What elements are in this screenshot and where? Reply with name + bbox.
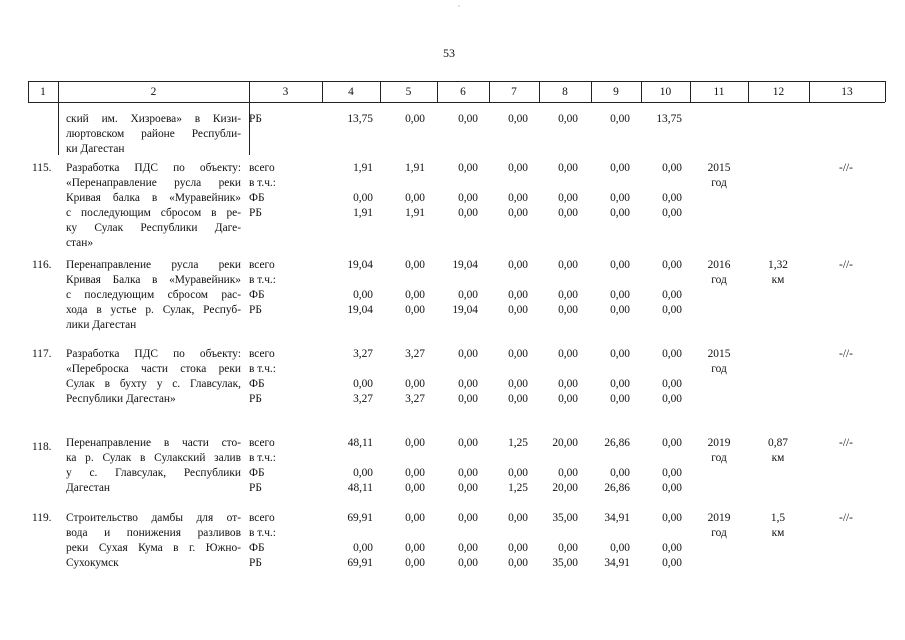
length-line: 1,5	[770, 512, 786, 524]
header-cell-5: 5	[405, 86, 412, 98]
header-cell-10: 10	[659, 86, 672, 98]
funding-source-line: РБ	[249, 482, 262, 494]
completion-year	[697, 258, 741, 288]
amount-cell: 0,00	[508, 557, 528, 569]
amount-cell: 0,00	[610, 259, 630, 271]
length-value	[752, 161, 804, 191]
amount-cell: 0,00	[558, 207, 578, 219]
funding-source-line: РБ	[249, 393, 262, 405]
funding-source	[249, 112, 309, 127]
amount-cell: 0,00	[508, 259, 528, 271]
completion-year-line: год	[711, 363, 727, 375]
header-cell-13: 13	[841, 86, 853, 98]
completion-year-line	[697, 112, 741, 127]
description-line: Дагестан	[66, 482, 111, 494]
length-line	[752, 176, 804, 191]
description-line: Разработка ПДС по объекту:	[66, 348, 241, 360]
amount-cell: 0,00	[558, 467, 578, 479]
completion-year-line: 2015	[707, 162, 731, 174]
funding-source-line: ФБ	[249, 289, 265, 301]
completion-year-line: год	[711, 274, 727, 286]
amount-cell: 0,00	[610, 304, 630, 316]
amount-cell: 0,00	[662, 542, 682, 554]
funding-source-line: ФБ	[249, 542, 265, 554]
description-line: с последующим сбросом в ре-	[66, 207, 241, 219]
amount-cell: 0,00	[353, 192, 373, 204]
column-divider	[58, 81, 59, 155]
row-number: 118.	[32, 441, 52, 453]
amount-cell: 0,00	[458, 467, 478, 479]
amount-cell: 0,00	[458, 207, 478, 219]
funding-source-line: РБ	[249, 113, 262, 125]
completion-year	[697, 161, 741, 191]
amount-cell: 0,00	[353, 378, 373, 390]
description-line: люртовском районе Республи-	[66, 128, 241, 140]
funding-source-line: в т.ч.:	[249, 177, 276, 189]
row-number: 119.	[32, 512, 52, 524]
description-line: хода в устье р. Сулак, Респуб-	[66, 304, 241, 316]
executor-ditto-mark: -//-	[839, 162, 853, 174]
amount-cell: 0,00	[508, 113, 528, 125]
funding-source-line: в т.ч.:	[249, 452, 276, 464]
amount-cell: 48,11	[347, 482, 373, 494]
header-cell-6: 6	[460, 86, 466, 98]
description-line: Республики Дагестан»	[66, 393, 176, 405]
row-description	[66, 511, 241, 571]
description-line: Перенаправление русла реки	[66, 259, 241, 271]
funding-source-line: РБ	[249, 207, 262, 219]
amount-cell: 1,91	[353, 162, 373, 174]
amount-cell: 0,00	[558, 192, 578, 204]
row-number: 115.	[32, 162, 52, 174]
executor-ditto-mark: -//-	[839, 259, 853, 271]
header-cell-12: 12	[772, 86, 785, 98]
amount-cell: 0,00	[405, 192, 425, 204]
funding-source	[249, 258, 309, 318]
amount-cell: 0,00	[610, 289, 630, 301]
amount-cell: 0,00	[662, 437, 682, 449]
amount-cell: 26,86	[604, 437, 630, 449]
amount-cell: 0,00	[662, 259, 682, 271]
column-divider	[322, 81, 323, 102]
row-description	[66, 258, 241, 333]
header-cell-3: 3	[282, 86, 289, 98]
amount-cell: 0,00	[662, 557, 682, 569]
executor-ditto-mark: -//-	[839, 512, 853, 524]
description-line: лики Дагестан	[66, 319, 137, 331]
column-divider	[809, 81, 810, 102]
amount-cell: 0,00	[458, 437, 478, 449]
amount-cell: 0,00	[405, 542, 425, 554]
column-divider	[690, 81, 691, 102]
amount-cell: 0,00	[558, 162, 578, 174]
amount-cell: 0,00	[353, 289, 373, 301]
amount-cell: 0,00	[662, 393, 682, 405]
amount-cell: 1,91	[353, 207, 373, 219]
funding-source-line: в т.ч.:	[249, 527, 276, 539]
amount-cell: 0,00	[458, 162, 478, 174]
funding-source	[249, 347, 309, 407]
completion-year-line: 2019	[707, 437, 731, 449]
amount-cell: 0,00	[662, 289, 682, 301]
header-cell-1: 1	[40, 86, 46, 98]
description-line: «Перенаправление русла реки	[66, 177, 241, 189]
amount-cell: 0,00	[508, 207, 528, 219]
amount-cell: 0,00	[458, 512, 478, 524]
amount-cell: 1,25	[508, 482, 528, 494]
length-line: км	[771, 274, 785, 286]
length-line	[752, 362, 804, 377]
description-line: Разработка ПДС по объекту:	[66, 162, 241, 174]
length-line	[752, 161, 804, 176]
amount-cell: 34,91	[604, 557, 630, 569]
amount-cell: 0,00	[405, 482, 425, 494]
completion-year-line: год	[711, 452, 727, 464]
column-divider	[539, 81, 540, 102]
amount-cell: 0,00	[458, 393, 478, 405]
amount-cell: 0,00	[458, 378, 478, 390]
completion-year-line	[697, 127, 741, 142]
amount-cell: 0,00	[405, 113, 425, 125]
amount-cell: 0,00	[458, 348, 478, 360]
amount-cell: 0,00	[610, 467, 630, 479]
amount-cell: 0,00	[610, 162, 630, 174]
amount-cell: 0,00	[508, 304, 528, 316]
amount-cell: 0,00	[662, 304, 682, 316]
amount-cell: 19,04	[347, 304, 373, 316]
row-description	[66, 161, 241, 251]
row-description	[66, 436, 241, 496]
funding-source-line: в т.ч.:	[249, 274, 276, 286]
header-cell-7: 7	[511, 86, 517, 98]
amount-cell: 1,25	[508, 437, 528, 449]
amount-cell: 13,75	[656, 113, 682, 125]
completion-year	[697, 511, 741, 541]
row-description	[66, 347, 241, 407]
row-number: 116.	[32, 259, 52, 271]
amount-cell: 19,04	[452, 259, 478, 271]
description-line: вода и понижения разливов	[66, 527, 241, 539]
amount-cell: 0,00	[405, 557, 425, 569]
amount-cell: 0,00	[558, 113, 578, 125]
amount-cell: 0,00	[610, 207, 630, 219]
description-line: у с. Главсулак, Республики	[66, 467, 241, 479]
funding-source-line: всего	[249, 259, 275, 271]
length-line	[752, 347, 804, 362]
amount-cell: 3,27	[353, 348, 373, 360]
funding-source-line: всего	[249, 162, 275, 174]
funding-source-line: в т.ч.:	[249, 363, 276, 375]
amount-cell: 0,00	[558, 304, 578, 316]
header-cell-4: 4	[348, 86, 354, 98]
header-cell-9: 9	[613, 86, 619, 98]
amount-cell: 1,91	[405, 162, 425, 174]
amount-cell: 0,00	[405, 512, 425, 524]
amount-cell: 0,00	[353, 542, 373, 554]
funding-source	[249, 511, 309, 571]
amount-cell: 0,00	[508, 542, 528, 554]
description-line: Кривая Балка в «Муравейник»	[66, 274, 241, 286]
length-value	[752, 347, 804, 377]
length-line	[752, 127, 804, 142]
amount-cell: 0,00	[508, 378, 528, 390]
amount-cell: 0,00	[662, 207, 682, 219]
length-line: 1,32	[768, 259, 788, 271]
column-divider	[28, 81, 29, 102]
amount-cell: 0,00	[558, 259, 578, 271]
funding-source	[249, 436, 309, 496]
description-line: «Переброска части стока реки	[66, 363, 241, 375]
amount-cell: 0,00	[662, 162, 682, 174]
funding-source-line: РБ	[249, 557, 262, 569]
header-cell-11: 11	[713, 86, 725, 98]
amount-cell: 0,00	[610, 192, 630, 204]
amount-cell: 0,00	[662, 192, 682, 204]
length-line: 0,87	[768, 437, 788, 449]
amount-cell: 0,00	[405, 378, 425, 390]
amount-cell: 35,00	[552, 512, 578, 524]
amount-cell: 3,27	[353, 393, 373, 405]
description-line: ский им. Хизроева» в Кизи-	[66, 113, 241, 125]
amount-cell: 0,00	[508, 192, 528, 204]
amount-cell: 26,86	[604, 482, 630, 494]
length-line: км	[771, 452, 785, 464]
completion-year	[697, 436, 741, 466]
description-line: стан»	[66, 237, 94, 249]
length-line: км	[771, 527, 785, 539]
header-cell-2: 2	[150, 86, 157, 98]
amount-cell: 0,00	[610, 393, 630, 405]
amount-cell: 3,27	[405, 348, 425, 360]
description-line: ки Дагестан	[66, 143, 125, 155]
length-value	[752, 511, 804, 541]
amount-cell: 0,00	[662, 378, 682, 390]
amount-cell: 3,27	[405, 393, 425, 405]
description-line: Кривая балка в «Муравейник»	[66, 192, 241, 204]
amount-cell: 34,91	[604, 512, 630, 524]
executor-ditto-mark: -//-	[839, 437, 853, 449]
amount-cell: 0,00	[558, 348, 578, 360]
row-number: 117.	[32, 348, 52, 360]
page-number: 53	[443, 46, 455, 60]
amount-cell: 0,00	[662, 482, 682, 494]
amount-cell: 0,00	[458, 113, 478, 125]
amount-cell: 0,00	[558, 542, 578, 554]
amount-cell: 19,04	[347, 259, 373, 271]
amount-cell: 0,00	[558, 378, 578, 390]
description-line: с последующим сбросом рас-	[66, 289, 241, 301]
description-line: Перенаправление в части сто-	[66, 437, 241, 449]
amount-cell: 0,00	[508, 348, 528, 360]
funding-source-line: РБ	[249, 304, 262, 316]
amount-cell: 0,00	[508, 393, 528, 405]
amount-cell: 0,00	[405, 304, 425, 316]
amount-cell: 0,00	[458, 482, 478, 494]
amount-cell: 20,00	[552, 482, 578, 494]
funding-source	[249, 161, 309, 221]
column-divider	[591, 81, 592, 102]
column-divider	[641, 81, 642, 102]
amount-cell: 0,00	[405, 289, 425, 301]
column-divider	[489, 81, 490, 102]
description-line: реки Сухая Кума в г. Южно-	[66, 542, 241, 554]
funding-source-line: всего	[249, 512, 275, 524]
completion-year-line: 2015	[707, 348, 731, 360]
amount-cell: 0,00	[662, 467, 682, 479]
funding-source-line: ФБ	[249, 378, 265, 390]
table-header	[28, 81, 885, 103]
description-line: ку Сулак Республики Даге-	[66, 222, 241, 234]
amount-cell: 1,91	[405, 207, 425, 219]
amount-cell: 0,00	[405, 467, 425, 479]
description-line: Сухокумск	[66, 557, 119, 569]
amount-cell: 0,00	[558, 289, 578, 301]
amount-cell: 13,75	[347, 113, 373, 125]
amount-cell: 0,00	[508, 162, 528, 174]
length-value	[752, 258, 804, 288]
amount-cell: 0,00	[508, 467, 528, 479]
amount-cell: 0,00	[458, 289, 478, 301]
completion-year-line: 2019	[707, 512, 731, 524]
description-line: Строительство дамбы для от-	[66, 512, 241, 524]
amount-cell: 0,00	[405, 437, 425, 449]
amount-cell: 0,00	[508, 289, 528, 301]
column-divider	[748, 81, 749, 102]
funding-source-line: ФБ	[249, 192, 265, 204]
completion-year	[697, 112, 741, 142]
amount-cell: 0,00	[558, 393, 578, 405]
amount-cell: 0,00	[458, 557, 478, 569]
funding-source-line: всего	[249, 437, 275, 449]
amount-cell: 0,00	[662, 348, 682, 360]
amount-cell: 20,00	[552, 437, 578, 449]
header-cell-8: 8	[562, 86, 568, 98]
length-value	[752, 436, 804, 466]
amount-cell: 0,00	[610, 542, 630, 554]
completion-year-line: год	[711, 527, 727, 539]
amount-cell: 0,00	[405, 259, 425, 271]
description-line: Сулак в бухту у с. Главсулак,	[66, 378, 241, 390]
amount-cell: 35,00	[552, 557, 578, 569]
completion-year	[697, 347, 741, 377]
amount-cell: 0,00	[610, 378, 630, 390]
amount-cell: 0,00	[353, 467, 373, 479]
completion-year-line: 2016	[707, 259, 731, 271]
amount-cell: 0,00	[610, 113, 630, 125]
amount-cell: 0,00	[458, 192, 478, 204]
column-divider	[885, 81, 886, 102]
amount-cell: 69,91	[347, 512, 373, 524]
funding-source-line: ФБ	[249, 467, 265, 479]
length-value	[752, 112, 804, 142]
funding-source-line: всего	[249, 348, 275, 360]
length-line	[752, 112, 804, 127]
executor-ditto-mark: -//-	[839, 348, 853, 360]
amount-cell: 0,00	[610, 348, 630, 360]
column-divider	[380, 81, 381, 102]
amount-cell: 19,04	[452, 304, 478, 316]
column-divider	[437, 81, 438, 102]
completion-year-line: год	[711, 177, 727, 189]
row-description	[66, 112, 241, 157]
amount-cell: 0,00	[508, 512, 528, 524]
amount-cell: 0,00	[458, 542, 478, 554]
amount-cell: 48,11	[347, 437, 373, 449]
amount-cell: 0,00	[662, 512, 682, 524]
description-line: ка р. Сулак в Сулакский залив	[66, 452, 241, 464]
amount-cell: 69,91	[347, 557, 373, 569]
